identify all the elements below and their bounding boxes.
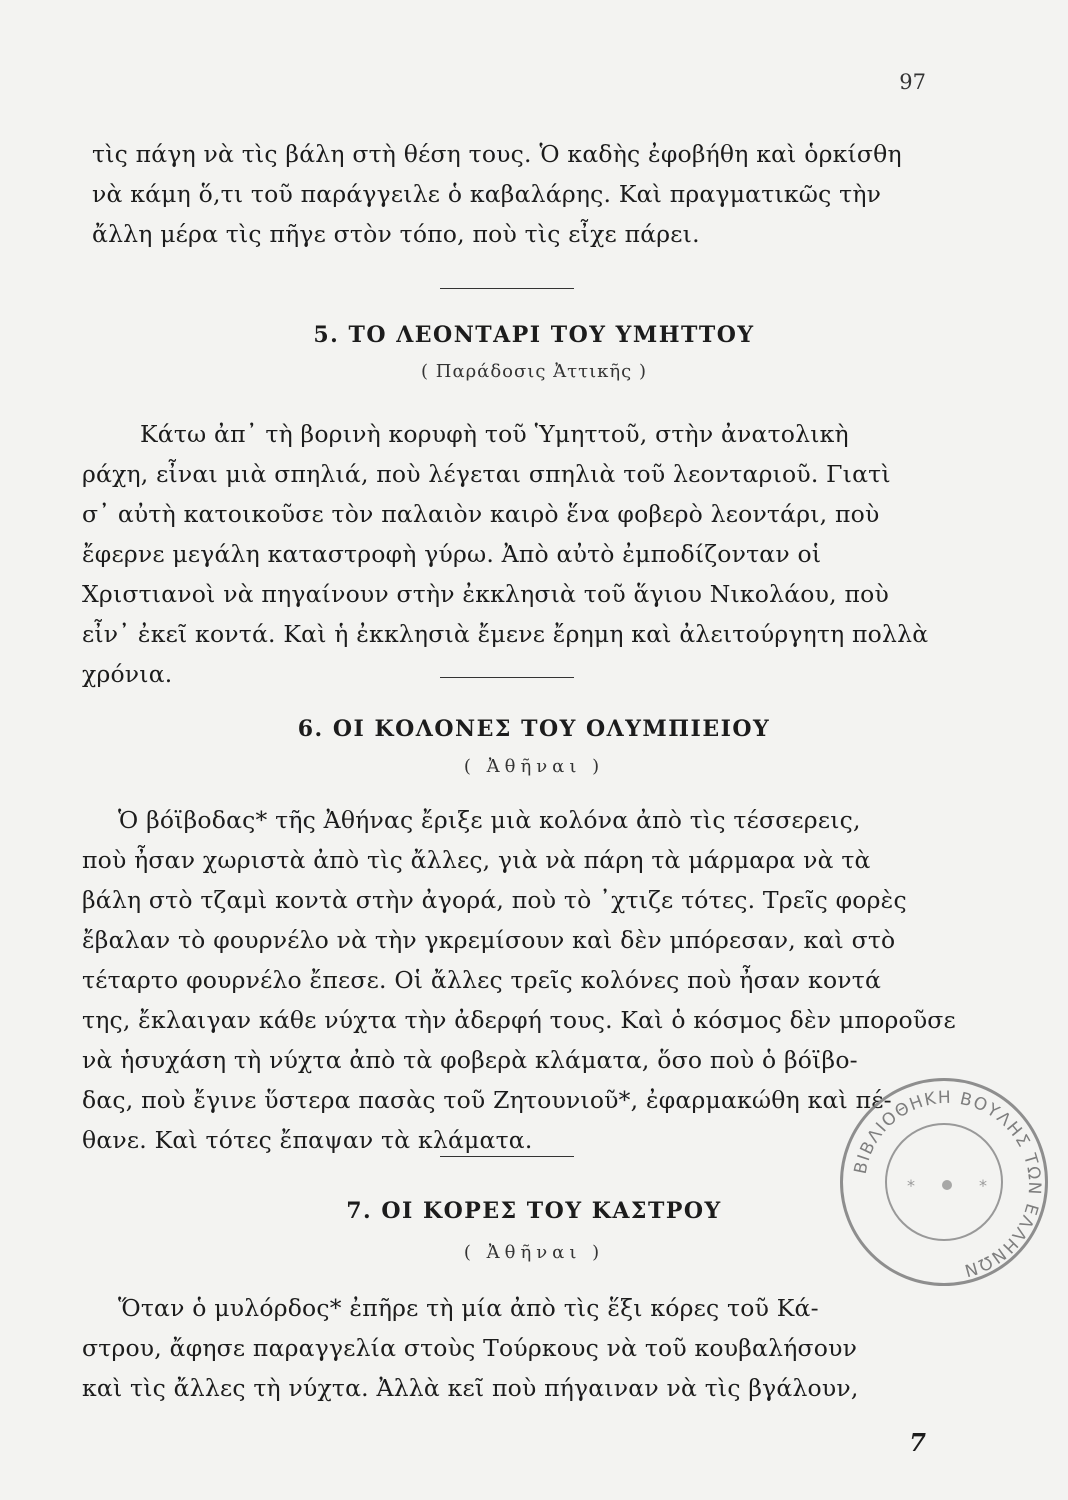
text-line: θανε. Καὶ τότες ἔπαψαν τὰ κλάματα. [82,1126,533,1154]
intro-paragraph [82,134,934,254]
section-source: ( Ἀθῆναι ) [463,756,605,777]
text-line: βάλη στὸ τζαμὶ κοντὰ στὴν ἀγορά, ποὺ τὸ ᾽χτιζε τότες. Τρεῖς φορὲς [82,886,907,914]
section-source: ( Παράδοσις Ἀττικῆς ) [421,361,647,382]
text-line: Ὁ βόϊβοδας* τῆς Ἀθήνας ἔριξε μιὰ κολόνα ἀπὸ τὶς τέσσερεις, [118,806,861,834]
stamp-star-left: * [907,1176,915,1195]
section-heading: 7. ΟΙ ΚΟΡΕΣ ΤΟΥ ΚΑΣΤΡΟΥ [346,1198,722,1224]
text-line: τέταρτο φουρνέλο ἔπεσε. Οἱ ἄλλες τρεῖς κολόνες ποὺ ἦσαν κοντά [82,966,882,994]
text-line: ἔβαλαν τὸ φουρνέλο νὰ τὴν γκρεμίσουν καὶ δὲν μπόρεσαν, καὶ στὸ [82,926,896,954]
text-line: τὶς πάγη νὰ τὶς βάλη στὴ θέση τους. Ὁ καδὴς ἐφοβήθη καὶ ὁρκίσθη [92,140,902,168]
text-line: δας, ποὺ ἔγινε ὕστερα πασὰς τοῦ Ζητουνιοῦ*, ἐφαρμακώθη καὶ πέ- [82,1086,892,1114]
text-line: ποὺ ἦσαν χωριστὰ ἀπὸ τὶς ἄλλες, γιὰ νὰ πάρη τὰ μάρμαρα νὰ τὰ [82,846,871,874]
text-line: Κάτω ἀπ᾽ τὴ βορινὴ κορυφὴ τοῦ Ὑμηττοῦ, στὴν ἀνατολικὴ [140,420,849,448]
text-line: εἶν᾽ ἐκεῖ κοντά. Καὶ ἡ ἐκκλησιὰ ἔμενε ἔρημη καὶ ἀλειτούργητη πολλὰ [82,620,929,648]
section-divider [440,1156,574,1157]
section-heading: 5. ΤΟ ΛΕΟΝΤΑΡΙ ΤΟΥ ΥΜΗΤΤΟΥ [313,322,755,348]
text-line: νὰ κάμη ὅ,τι τοῦ παράγγειλε ὁ καβαλάρης. Καὶ πραγματικῶς τὴν [92,180,882,208]
text-line: ἄλλη μέρα τὶς πῆγε στὸν τόπο, ποὺ τὶς εἶχε πάρει. [92,220,700,248]
stamp-lettering [843,1081,1051,1289]
text-line: ἔφερνε μεγάλη καταστροφὴ γύρω. Ἀπὸ αὐτὸ ἐμποδίζονταν οἱ [82,540,822,568]
text-line: νὰ ἡσυχάση τὴ νύχτα ἀπὸ τὰ φοβερὰ κλάματα, ὅσο ποὺ ὁ βόϊβο- [82,1046,858,1074]
signature-mark: 7 [909,1428,926,1457]
stamp-star-right: * [979,1176,987,1195]
text-line: στρου, ἄφησε παραγγελία στοὺς Τούρκους νὰ τοῦ κουβαλήσουν [82,1334,858,1362]
text-line: της, ἔκλαιγαν κάθε νύχτα τὴν ἀδερφή τους. Καὶ ὁ κόσμος δὲν μποροῦσε [82,1006,956,1034]
text-line: Χριστιανοὶ νὰ πηγαίνουν στὴν ἐκκλησιὰ τοῦ ἅγιου Νικολάου, ποὺ [82,580,889,608]
section-paragraph [82,414,934,694]
page-number: 97 [899,70,926,94]
section-divider [440,288,574,289]
stamp-text: ΒΙΒΛΙΟΘΗΚΗ ΒΟΥΛΗΣ ΤΩΝ ΕΛΛΗΝΩΝ [850,1087,1045,1281]
section-paragraph [82,1288,934,1408]
text-line: ράχη, εἶναι μιὰ σπηλιά, ποὺ λέγεται σπηλιὰ τοῦ λεονταριοῦ. Γιατὶ [82,460,891,488]
section-source: ( Ἀθῆναι ) [463,1242,605,1263]
text-line: σ᾽ αὐτὴ κατοικοῦσε τὸν παλαιὸν καιρὸ ἕνα φοβερὸ λεοντάρι, ποὺ [82,500,880,528]
text-line: χρόνια. [82,660,173,688]
section-paragraph [82,800,956,1160]
library-stamp [840,1078,1048,1286]
section-heading: 6. ΟΙ ΚΟΛΟΝΕΣ ΤΟΥ ΟΛΥΜΠΙΕΙΟΥ [297,716,771,742]
text-line: Ὅταν ὁ μυλόρδος* ἐπῆρε τὴ μία ἀπὸ τὶς ἕξι κόρες τοῦ Κά- [118,1294,819,1322]
section-divider [440,677,574,678]
text-line: καὶ τὶς ἄλλες τὴ νύχτα. Ἀλλὰ κεῖ ποὺ πήγαιναν νὰ τὶς βγάλουν, [82,1374,859,1402]
stamp-center-mark [942,1180,952,1190]
